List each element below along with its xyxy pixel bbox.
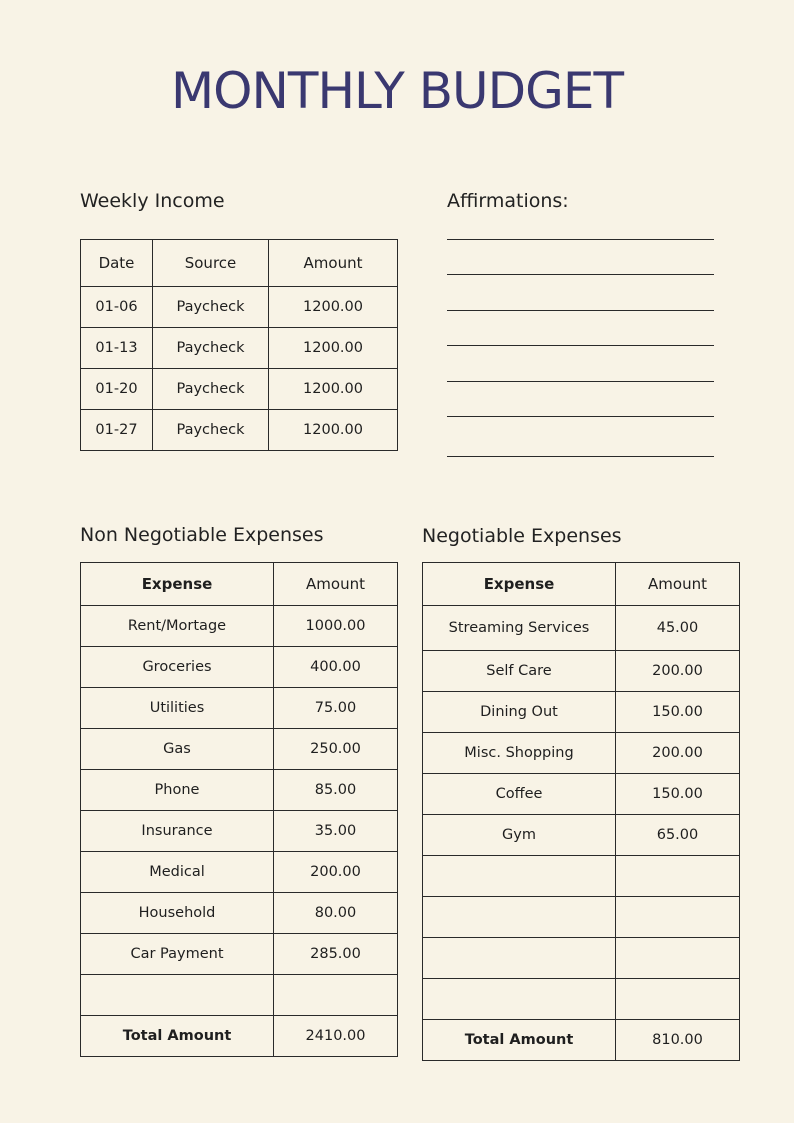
affirmation-line[interactable] [447,274,714,275]
table-row [81,852,398,893]
column-header-amount: Amount [616,563,740,606]
table-row [423,774,740,815]
negotiable-heading: Negotiable Expenses [422,525,622,547]
affirmation-line[interactable] [447,381,714,382]
expense-name-cell: Phone [81,770,274,811]
expense-amount-cell: 150.00 [616,692,740,733]
expense-name-cell[interactable] [81,975,274,1016]
expense-amount-cell: 150.00 [616,774,740,815]
table-row [423,897,740,938]
expense-name-cell: Coffee [423,774,616,815]
expense-amount-cell[interactable] [616,979,740,1020]
table-row [423,979,740,1020]
affirmation-line[interactable] [447,310,714,311]
expense-amount-cell: 85.00 [274,770,398,811]
expense-name-cell[interactable] [423,897,616,938]
non-negotiable-heading: Non Negotiable Expenses [80,524,324,546]
table-row [423,606,740,651]
expense-name-cell: Insurance [81,811,274,852]
income-source-cell: Paycheck [153,287,269,328]
income-amount-cell: 1200.00 [269,369,398,410]
table-row [81,688,398,729]
table-row [81,729,398,770]
table-row [81,770,398,811]
expense-name-cell: Utilities [81,688,274,729]
total-value: 810.00 [616,1020,740,1061]
income-amount-cell: 1200.00 [269,328,398,369]
table-row [81,410,398,451]
total-label: Total Amount [423,1020,616,1061]
income-source-cell: Paycheck [153,328,269,369]
income-amount-cell: 1200.00 [269,287,398,328]
expense-amount-cell: 65.00 [616,815,740,856]
table-row [81,893,398,934]
affirmation-line[interactable] [447,239,714,240]
expense-name-cell: Household [81,893,274,934]
income-source-cell: Paycheck [153,410,269,451]
expense-amount-cell[interactable] [274,975,398,1016]
expense-amount-cell: 200.00 [274,852,398,893]
expense-name-cell: Medical [81,852,274,893]
column-header-amount: Amount [269,240,398,287]
table-row [81,934,398,975]
expense-amount-cell: 400.00 [274,647,398,688]
non-negotiable-table [80,562,398,1057]
expense-name-cell: Car Payment [81,934,274,975]
table-row [423,938,740,979]
table-row [81,287,398,328]
total-value: 2410.00 [274,1016,398,1057]
expense-amount-cell: 75.00 [274,688,398,729]
table-row [81,369,398,410]
expense-amount-cell: 285.00 [274,934,398,975]
affirmation-line[interactable] [447,456,714,457]
total-row [423,1020,740,1061]
table-row [423,733,740,774]
expense-name-cell: Gym [423,815,616,856]
affirmation-line[interactable] [447,416,714,417]
total-row [81,1016,398,1057]
column-header-date: Date [81,240,153,287]
table-row [81,811,398,852]
expense-amount-cell[interactable] [616,897,740,938]
weekly-income-heading: Weekly Income [80,190,225,212]
table-row [423,815,740,856]
expense-name-cell[interactable] [423,856,616,897]
table-row [423,856,740,897]
expense-amount-cell: 1000.00 [274,606,398,647]
table-row [81,328,398,369]
income-amount-cell: 1200.00 [269,410,398,451]
income-date-cell: 01-13 [81,328,153,369]
income-date-cell: 01-06 [81,287,153,328]
total-label: Total Amount [81,1016,274,1057]
expense-name-cell: Groceries [81,647,274,688]
table-row [423,692,740,733]
expense-amount-cell[interactable] [616,938,740,979]
column-header-amount: Amount [274,563,398,606]
table-row [423,651,740,692]
expense-amount-cell[interactable] [616,856,740,897]
table-row [81,975,398,1016]
expense-name-cell: Misc. Shopping [423,733,616,774]
weekly-income-table [80,239,398,451]
expense-name-cell: Rent/Mortage [81,606,274,647]
affirmation-line[interactable] [447,345,714,346]
income-date-cell: 01-27 [81,410,153,451]
expense-amount-cell: 250.00 [274,729,398,770]
expense-amount-cell: 35.00 [274,811,398,852]
expense-name-cell[interactable] [423,979,616,1020]
expense-name-cell[interactable] [423,938,616,979]
page-title: MONTHLY BUDGET [171,62,623,120]
column-header-expense: Expense [423,563,616,606]
affirmations-heading: Affirmations: [447,190,569,212]
expense-name-cell: Self Care [423,651,616,692]
column-header-source: Source [153,240,269,287]
expense-name-cell: Gas [81,729,274,770]
table-row [81,647,398,688]
expense-amount-cell: 80.00 [274,893,398,934]
negotiable-table [422,562,740,1061]
expense-name-cell: Dining Out [423,692,616,733]
expense-amount-cell: 200.00 [616,651,740,692]
income-source-cell: Paycheck [153,369,269,410]
expense-amount-cell: 200.00 [616,733,740,774]
column-header-expense: Expense [81,563,274,606]
table-row [81,606,398,647]
expense-amount-cell: 45.00 [616,606,740,651]
expense-name-cell: Streaming Services [423,606,616,651]
income-date-cell: 01-20 [81,369,153,410]
